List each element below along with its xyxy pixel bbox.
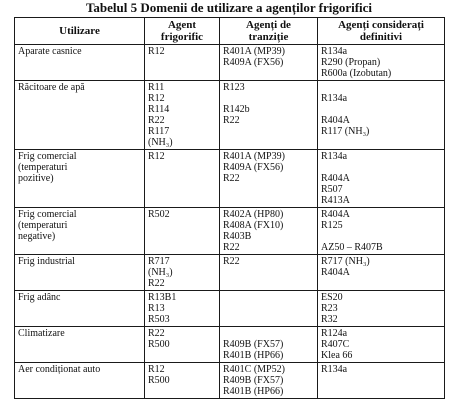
cell-line: R401B (HP66) [223,386,284,397]
cell-line: R409A (FX56) [223,162,284,173]
cell-line: R117 [148,126,170,137]
cell-tranzitie [220,291,318,327]
cell-line: R717 (NH₃) [321,256,370,267]
cell-line: (temperaturi [18,162,68,173]
cell-line: R125 [321,220,343,231]
cell-line: Climatizare [18,328,65,339]
cell-line: R409B (FX57) [223,375,284,386]
cell-line: R32 [321,314,338,325]
cell-line: R401C (MP52) [223,364,285,375]
cell-line: (NH₃) [148,267,173,278]
caption-label: Tabelul 5 [85,0,138,15]
cell-line: R401A (MP39) [223,46,285,57]
cell-line: Klea 66 [321,350,353,361]
cell-utilizare [15,363,145,399]
cell-line: R404A [321,115,350,126]
cell-line: R407C [321,339,350,350]
cell-line: R134a [321,46,348,57]
cell-agent [145,363,220,399]
cell-line [321,162,441,173]
cell-line: R12 [148,46,165,57]
cell-definitivi [318,81,445,150]
cell-line: R124a [321,328,348,339]
table-row [15,45,445,81]
cell-utilizare [15,327,145,363]
cell-utilizare [15,150,145,208]
cell-line: Aer condiționat auto [18,364,101,375]
cell-line: R117 (NH₃) [321,126,370,137]
cell-line: R503 [148,314,170,325]
cell-line: R290 (Propan) [321,57,381,68]
cell-agent [145,327,220,363]
cell-line: definitivi [359,31,403,43]
cell-line: R404A [321,209,350,220]
cell-agent [145,291,220,327]
cell-agent [145,45,220,81]
cell-line: R134a [321,151,348,162]
cell-line: Răcitoare de apă [18,82,85,93]
cell-definitivi [318,363,445,399]
cell-line: R12 [148,364,165,375]
cell-definitivi [318,208,445,255]
cell-line: AZ50 – R407B [321,242,383,253]
cell-line: R401A (MP39) [223,151,285,162]
cell-line: R404A [321,267,350,278]
cell-line: R600a (Izobutan) [321,68,392,79]
table-caption [0,1,458,15]
caption-text: Domenii de utilizare a agenților frigorifici [140,0,373,15]
cell-agent [145,255,220,291]
cell-line: R22 [148,278,165,289]
cell-line: (temperaturi [18,220,68,231]
cell-tranzitie [220,150,318,208]
cell-line: R142b [223,104,250,115]
cell-line: R114 [148,104,170,115]
cell-line: R22 [223,115,240,126]
cell-line: R717 [148,256,170,267]
cell-line [223,328,314,339]
table-row [15,81,445,150]
table-row [15,363,445,399]
cell-line: R134a [321,93,348,104]
cell-tranzitie [220,363,318,399]
cell-definitivi [318,150,445,208]
cell-line: Agent [167,19,197,31]
cell-line: R22 [223,242,240,253]
cell-line: (NH₃) [148,137,173,148]
cell-utilizare [15,255,145,291]
cell-line: R134a [321,364,348,375]
cell-line: R500 [148,375,170,386]
cell-line: Frig adânc [18,292,61,303]
cell-line: Frig comercial [18,151,77,162]
table-row [15,291,445,327]
cell-utilizare [15,45,145,81]
cell-line: Utilizare [59,25,100,37]
cell-line: R13 [148,303,165,314]
cell-line: R507 [321,184,343,195]
cell-tranzitie [220,81,318,150]
cell-line [223,93,314,104]
header-agent-frigorific [145,18,220,45]
cell-line: R413A [321,195,350,206]
table-row [15,150,445,208]
cell-line: Frig industrial [18,256,75,267]
cell-line: R402A (HP80) [223,209,284,220]
cell-line: R12 [148,93,165,104]
cell-tranzitie [220,255,318,291]
table-row [15,327,445,363]
header-utilizare [15,18,145,45]
cell-line: R22 [148,115,165,126]
cell-line [321,82,441,93]
cell-agent [145,81,220,150]
cell-line: R408A (FX10) [223,220,284,231]
cell-line: R12 [148,151,165,162]
cell-definitivi [318,255,445,291]
cell-line: R123 [223,82,245,93]
cell-line: R22 [223,256,240,267]
refrigerant-usage-table [14,17,445,399]
cell-line: R500 [148,339,170,350]
cell-definitivi [318,327,445,363]
cell-line: R13B1 [148,292,177,303]
cell-line: R22 [148,328,165,339]
cell-line [321,104,441,115]
cell-agent [145,150,220,208]
cell-line: Agenți considerați [338,19,424,31]
cell-tranzitie [220,208,318,255]
cell-line: R403B [223,231,252,242]
cell-line: R11 [148,82,165,93]
header-agenti-definitivi [318,18,445,45]
cell-utilizare [15,208,145,255]
cell-line: Frig comercial [18,209,77,220]
cell-line: negative) [18,231,56,242]
cell-line: Agenți de [246,19,291,31]
cell-line: R502 [148,209,170,220]
cell-utilizare [15,291,145,327]
cell-line: ES20 [321,292,343,303]
cell-agent [145,208,220,255]
cell-definitivi [318,291,445,327]
table-row [15,208,445,255]
cell-line: Aparate casnice [18,46,82,57]
cell-line [321,231,441,242]
header-row [15,18,445,45]
cell-line: R409B (FX57) [223,339,284,350]
cell-line: R22 [223,173,240,184]
cell-line: R409A (FX56) [223,57,284,68]
cell-definitivi [318,45,445,81]
cell-tranzitie [220,45,318,81]
cell-line: R404A [321,173,350,184]
cell-line: R401B (HP66) [223,350,284,361]
table-row [15,255,445,291]
cell-line: R23 [321,303,338,314]
cell-line: pozitive) [18,173,54,184]
cell-line: frigorific [160,31,204,43]
cell-tranzitie [220,327,318,363]
header-agenti-tranzitie [220,18,318,45]
cell-utilizare [15,81,145,150]
cell-line: tranziție [248,31,289,43]
